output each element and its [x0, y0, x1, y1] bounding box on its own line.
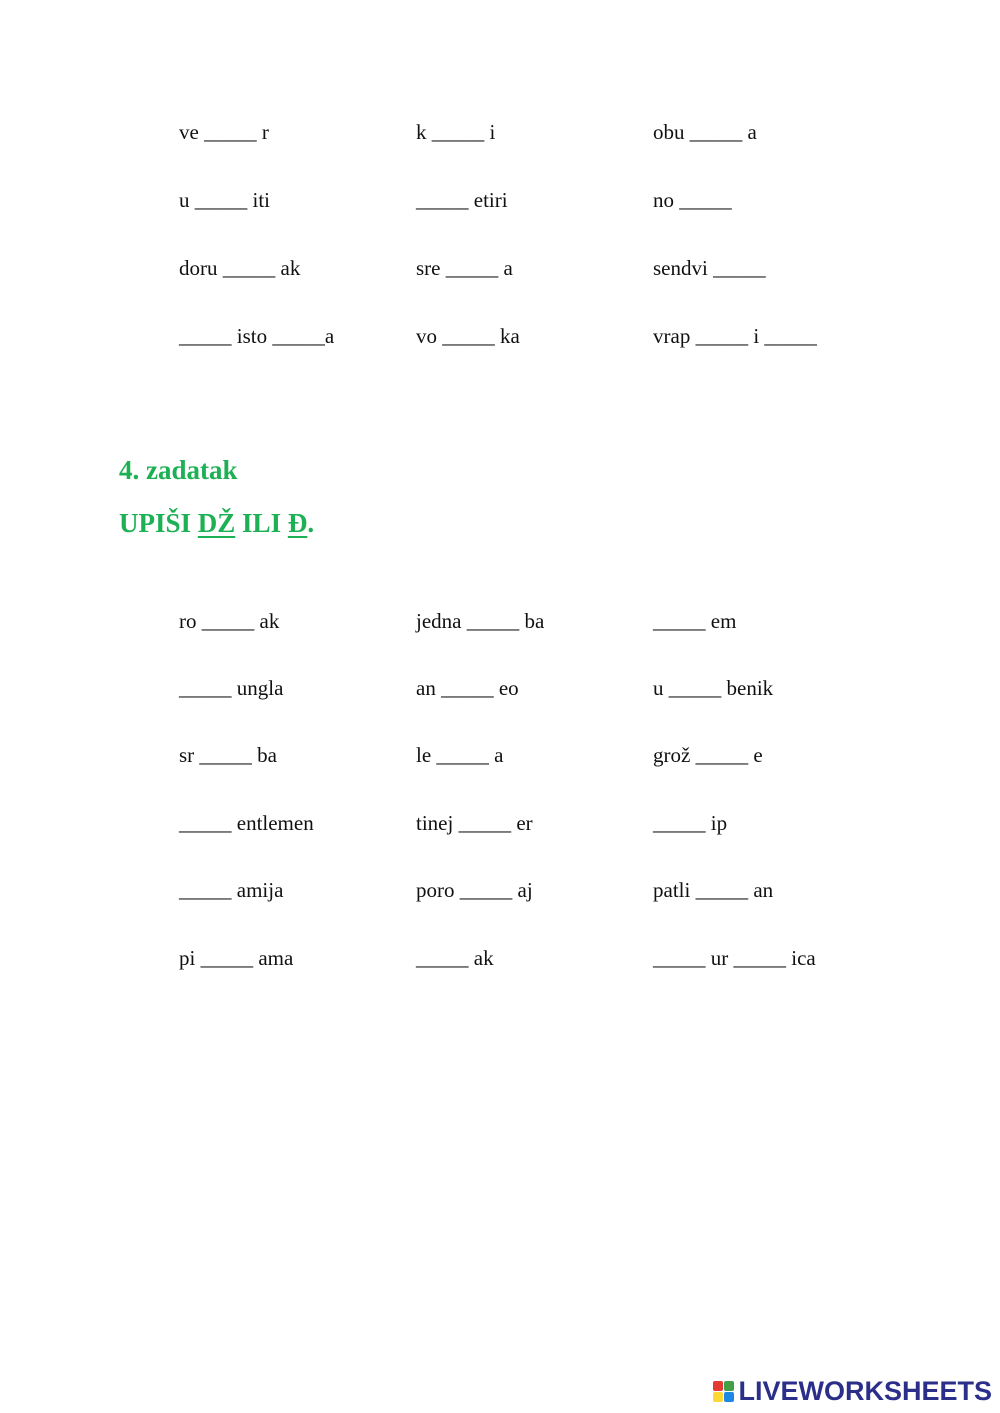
- word-row: [0, 740, 1000, 770]
- word-gap-item: ve _____ r: [179, 120, 269, 144]
- word-row: [0, 808, 1000, 838]
- logo-tile: [724, 1381, 734, 1391]
- word-gap-item: jedna _____ ba: [416, 609, 545, 633]
- word-row: [0, 253, 1000, 283]
- word-gap-item: pi _____ ama: [179, 946, 294, 970]
- brand-name: LIVEWORKSHEETS: [738, 1375, 992, 1406]
- instruction-text: UPIŠI: [119, 508, 198, 538]
- word-gap-item: u _____ iti: [179, 188, 271, 212]
- word-row: [0, 943, 1000, 973]
- logo-tile: [713, 1381, 723, 1391]
- word-gap-item: poro _____ aj: [416, 878, 533, 902]
- instruction-text: ILI: [235, 508, 288, 538]
- word-gap-item: vo _____ ka: [416, 324, 520, 348]
- word-gap-item: patli _____ an: [653, 878, 774, 902]
- instruction-option-dz: DŽ: [197, 508, 236, 538]
- instruction-option-dj: Đ: [287, 508, 308, 538]
- word-gap-item: sendvi _____: [653, 256, 766, 280]
- word-gap-item: _____ ungla: [179, 676, 284, 700]
- liveworksheets-logo-icon: [713, 1381, 734, 1402]
- instruction-text: .: [307, 508, 315, 538]
- word-gap-item: sr _____ ba: [179, 743, 277, 767]
- word-gap-item: _____ em: [653, 609, 737, 633]
- word-gap-item: u _____ benik: [653, 676, 774, 700]
- word-gap-item: ro _____ ak: [179, 609, 280, 633]
- word-gap-item: _____ ak: [416, 946, 494, 970]
- word-gap-item: grož _____ e: [653, 743, 763, 767]
- logo-tile: [724, 1392, 734, 1402]
- word-gap-item: _____ ur _____ ica: [653, 946, 816, 970]
- word-gap-item: _____ isto _____a: [179, 324, 335, 348]
- word-gap-item: tinej _____ er: [416, 811, 533, 835]
- word-gap-item: _____ entlemen: [179, 811, 314, 835]
- word-gap-item: an _____ eo: [416, 676, 519, 700]
- word-row: [0, 185, 1000, 215]
- word-gap-item: obu _____ a: [653, 120, 757, 144]
- word-gap-item: vrap _____ i _____: [653, 324, 817, 348]
- task-4-instruction: [119, 505, 314, 541]
- word-gap-item: le _____ a: [416, 743, 504, 767]
- word-gap-item: _____ ip: [653, 811, 728, 835]
- word-gap-item: k _____ i: [416, 120, 496, 144]
- word-gap-item: _____ etiri: [416, 188, 508, 212]
- liveworksheets-brand: [713, 1375, 992, 1407]
- word-gap-item: no _____: [653, 188, 732, 212]
- logo-tile: [713, 1392, 723, 1402]
- word-row: [0, 321, 1000, 351]
- word-row: [0, 117, 1000, 147]
- word-row: [0, 875, 1000, 905]
- word-gap-item: doru _____ ak: [179, 256, 301, 280]
- word-row: [0, 673, 1000, 703]
- word-gap-item: _____ amija: [179, 878, 284, 902]
- word-row: [0, 606, 1000, 636]
- task-4-title: 4. zadatak: [119, 455, 238, 485]
- word-gap-item: sre _____ a: [416, 256, 513, 280]
